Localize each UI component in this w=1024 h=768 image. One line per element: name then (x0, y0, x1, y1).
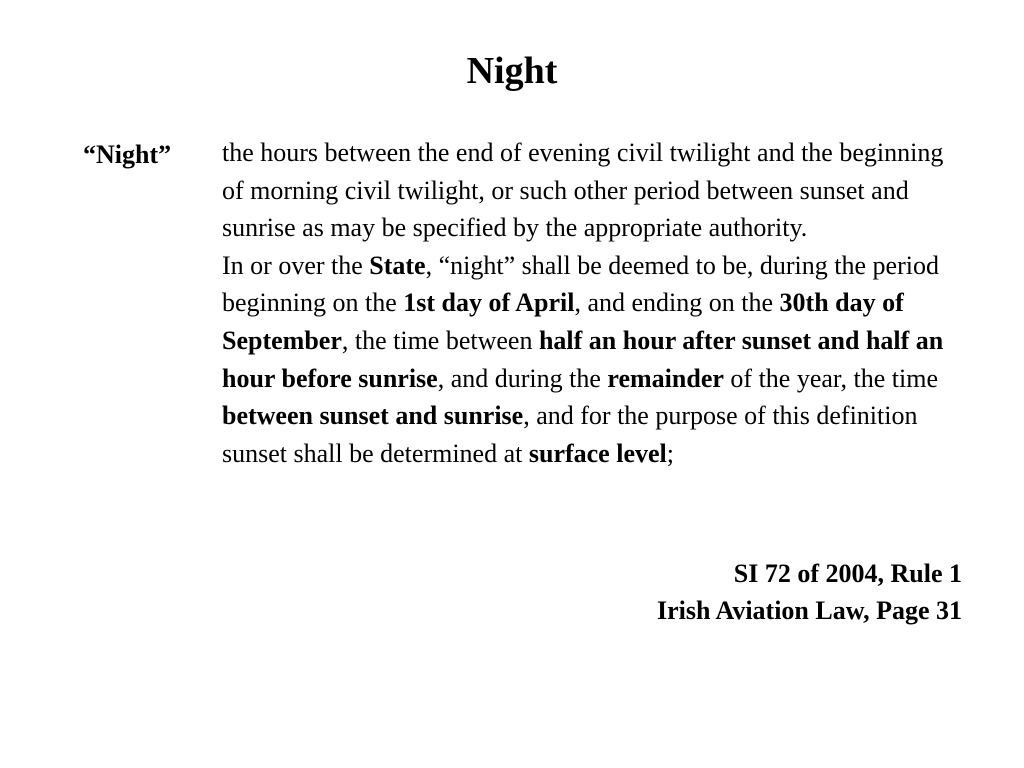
definition-text (222, 134, 967, 472)
definition-text-run: ; (666, 438, 674, 468)
slide-title: Night (466, 50, 558, 92)
emphasis-end-date: 30th day of September (222, 288, 904, 355)
emphasis-summer-period: half an hour after sunset and half an hour before sunrise (222, 325, 944, 393)
emphasis-surface-level: surface level (528, 438, 667, 468)
definition-paragraph-state (222, 247, 967, 473)
definition-paragraph-general: the hours between the end of evening civil twilight and the beginning of morning civil twilight, or such other period between sunset and sunrise as may be specified by the appropriate authority. (222, 138, 944, 243)
emphasis-start-date: 1st day of April (403, 288, 575, 318)
definition-text-run: , “night” shall be deemed to be, during the period beginning on the (222, 250, 939, 318)
emphasis-winter-period: between sunset and sunrise (222, 401, 524, 431)
emphasis-state: State (369, 250, 426, 280)
defined-term: “Night” (83, 140, 172, 169)
definition-text-run: In or over the (222, 250, 370, 280)
definition-text-run: of the year, the time (723, 363, 938, 393)
emphasis-remainder: remainder (607, 363, 724, 393)
citation (657, 555, 962, 629)
definition-text-run: , and ending on the (574, 288, 780, 318)
citation-source: Irish Aviation Law, Page 31 (656, 596, 962, 625)
citation-statute: SI 72 of 2004, Rule 1 (733, 559, 962, 588)
definition-text-run: , the time between (341, 325, 539, 355)
definition-text-run: , and for the purpose of this definition sunset shall be determined at (222, 401, 918, 468)
definition-text-run: , and during the (437, 363, 608, 393)
